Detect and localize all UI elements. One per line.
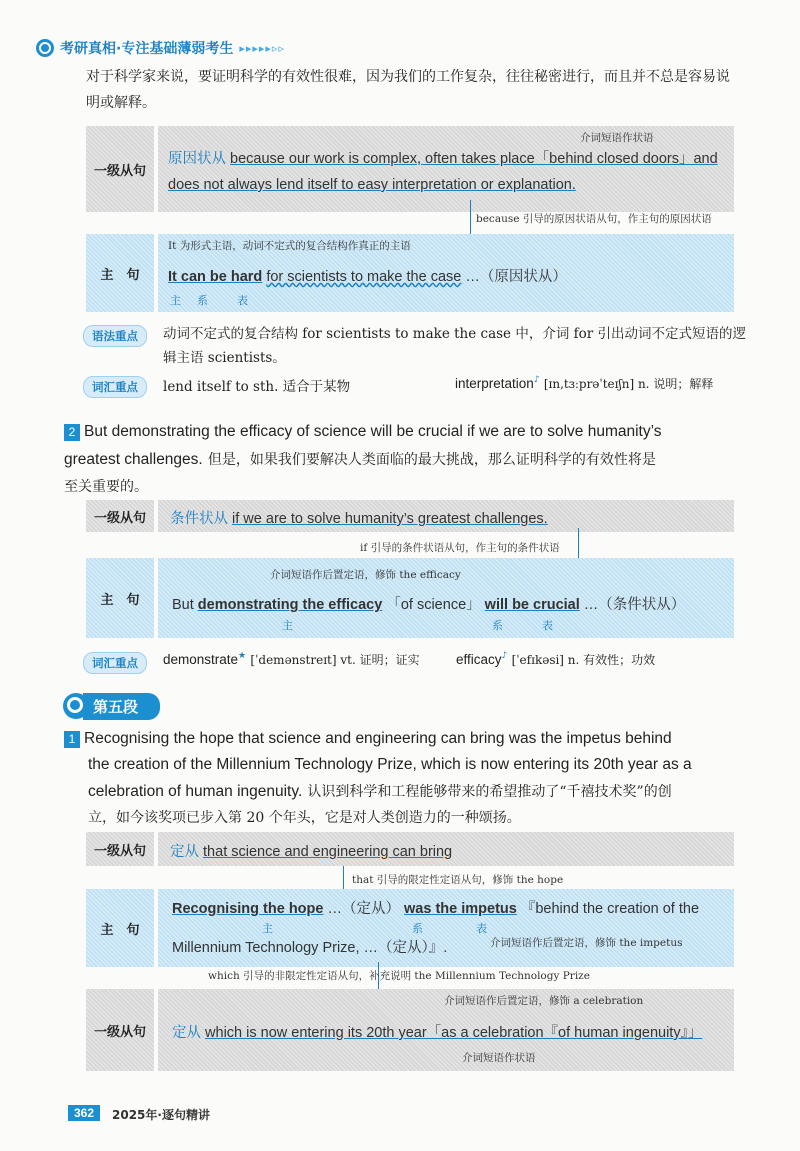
clause-text-4: which is now entering its 20th year「as a celebration『of human ingenuity』」: [205, 1025, 703, 1041]
main-clause-label: 主 句: [86, 234, 154, 312]
sentence-number: 2: [64, 424, 80, 441]
sentence-3: [64, 726, 754, 831]
role2-linking: 系: [492, 619, 503, 632]
main-clause-label-2: 主 句: [86, 558, 154, 638]
main-note-2: 介词短语作后置定语，修饰 the efficacy: [270, 569, 461, 581]
vocab1-item1: lend itself to sth. 适合于某物: [163, 379, 351, 395]
note-sub2-top: 介词短语作后置定语，修饰 a celebration: [444, 995, 644, 1007]
clause-tag: 原因状从: [168, 151, 226, 167]
main3-text-d: 『behind the creation of the: [520, 901, 700, 917]
page-header: [36, 38, 285, 58]
vocab-word: interpretation: [455, 376, 534, 391]
main3-text-c: was the impetus: [404, 901, 517, 917]
sub-clause-line2: does not always lend itself to easy interpretation or explanation.: [168, 177, 576, 193]
vocab-pill: 词汇重点: [83, 376, 147, 398]
role3-predicative: 表: [476, 922, 487, 935]
sentence3-en-line3: celebration of human ingenuity.: [88, 783, 303, 800]
sentence3-cn-line3: 认识到科学和工程能够带来的希望推动了“千禧技术奖”的创: [307, 784, 672, 800]
role3-linking: 系: [412, 922, 423, 935]
sub-clause-3-text: [170, 840, 452, 861]
role3-subject: 主: [262, 922, 273, 935]
sub-clause-line1: [168, 147, 718, 168]
search-logo-icon: [36, 39, 54, 57]
sentence-2: [64, 418, 744, 501]
main2-text-b: demonstrating the efficacy: [197, 597, 383, 613]
role-linking: 系: [197, 294, 208, 307]
vocab2-def2: [ˈefɪkəsi] n. 有效性；功效: [511, 653, 656, 667]
role2-subject: 主: [282, 619, 293, 632]
sub-clause-label-2: 一级从句: [86, 500, 154, 532]
role2-predicative: 表: [542, 619, 553, 632]
main-clause-3-line2: Millennium Technology Prize, …（定从）』.: [172, 940, 448, 956]
sub-clause-2-text: [170, 507, 548, 528]
page-number: 362: [68, 1105, 100, 1121]
clause-text: because our work is complex, often takes place「behind closed doors」and: [230, 151, 718, 167]
sub-clause-label-3: 一级从句: [86, 832, 154, 866]
vocab2-word2: efficacy: [456, 652, 502, 667]
note-prep-2: 介词短语作后置定语，修饰 the impetus: [490, 937, 683, 949]
note-prep-phrase: 介词短语作状语: [580, 132, 654, 144]
role-subject: 主: [170, 294, 181, 307]
sub-clause-4-text: [172, 1021, 702, 1042]
intro-translation: 对于科学家来说，要证明科学的有效性很难，因为我们的工作复杂，往往秘密进行，而且并不总是容易说明或解释。: [86, 69, 730, 111]
main3-text-a: Recognising the hope: [172, 901, 324, 917]
main-clause-text: [168, 265, 567, 286]
search-logo-icon: [63, 693, 89, 719]
header-arrows: ▸▸▸▸▸▹▹: [239, 41, 285, 55]
main2-text-c: 「of science」: [386, 597, 481, 613]
clause-text-2: if we are to solve humanity’s greatest challenges.: [232, 511, 548, 527]
clause-tag-3: 定从: [170, 844, 199, 860]
sentence2-en-line1: But demonstrating the efficacy of science will be crucial if we are to solve humanity’s: [84, 423, 662, 440]
grammar-point-text: [163, 322, 746, 370]
main-clause-label-3: 主 句: [86, 889, 154, 967]
section-header: [63, 694, 160, 718]
sentence3-cn-line4: 立，如今该奖项已步入第 20 个年头，它是对人类创造力的一种颂扬。: [88, 810, 521, 826]
main-text-a: It can be hard: [168, 269, 263, 285]
vocab-pill-2: 词汇重点: [83, 652, 147, 674]
sub-clause-label-4: 一级从句: [86, 989, 154, 1071]
note-that-clause: that 引导的限定性定语从句，修饰 the hope: [352, 874, 564, 886]
main3-text-b: …（定从）: [327, 901, 400, 917]
grammar-line2: 辑主语 scientists。: [163, 350, 286, 366]
clause-tag-2: 条件状从: [170, 511, 228, 527]
sentence3-en-line1: Recognising the hope that science and engineering can bring was the impetus behind: [84, 730, 672, 747]
role-predicative: 表: [237, 294, 248, 307]
vocab-definition: [ɪn,tɜːprəˈteɪʃn] n. 说明；解释: [543, 377, 714, 391]
sentence3-number: 1: [64, 731, 80, 748]
main-clause-2-text: [172, 593, 685, 614]
vocab2-def1: [ˈdemənstreɪt] vt. 证明；证实: [250, 653, 420, 667]
vocab1-item2: interpretation♪ [ɪn,tɜːprəˈteɪʃn] n. 说明；解释: [455, 375, 714, 391]
main-clause-3-line1: [172, 897, 699, 918]
note-if-clause: if 引导的条件状语从句，作主句的条件状语: [360, 542, 560, 554]
sentence3-en-line2: the creation of the Millennium Technology Prize, which is now entering its 20th year as a: [88, 756, 692, 773]
main2-text-d: will be crucial: [484, 597, 580, 613]
section-title: 第五段: [83, 693, 160, 720]
grammar-point-pill: 语法重点: [83, 325, 147, 347]
header-title: 考研真相·专注基础薄弱考生: [60, 41, 234, 57]
grammar-line1: 动词不定式的复合结构 for scientists to make the case 中，介词 for 引出动词不定式短语的逻: [163, 326, 746, 342]
note-sub2-bottom: 介词短语作状语: [462, 1052, 536, 1064]
vocab2-item1: demonstrate★ [ˈdemənstreɪt] vt. 证明；证实: [163, 651, 420, 667]
sentence2-cn-line2: 但是，如果我们要解决人类面临的最大挑战，那么证明科学的有效性将是: [207, 452, 656, 468]
main-text-c: …（原因状从）: [465, 269, 567, 285]
note-which-clause: which 引导的非限定性定语从句，补充说明 the Millennium Technology Prize: [208, 970, 590, 982]
vocab2-word1: demonstrate: [163, 652, 239, 667]
main2-text-a: But: [172, 597, 194, 613]
vocab2-item2: efficacy♪ [ˈefɪkəsi] n. 有效性；功效: [456, 651, 656, 667]
main2-text-e: …（条件状从）: [583, 597, 686, 613]
footer-title: 2025年·逐句精讲: [112, 1108, 210, 1122]
sub-clause-label: 一级从句: [86, 126, 154, 212]
main-text-b: for scientists to make the case: [266, 269, 462, 285]
main-note: It 为形式主语，动词不定式的复合结构作真正的主语: [168, 240, 411, 252]
note-because-clause: because 引导的原因状语从句，作主句的原因状语: [476, 213, 712, 225]
clause-text-3: that science and engineering can bring: [203, 844, 453, 860]
sentence2-cn-line3: 至关重要的。: [64, 479, 148, 495]
clause-tag-4: 定从: [172, 1025, 201, 1041]
sentence2-en-line2: greatest challenges.: [64, 451, 203, 468]
